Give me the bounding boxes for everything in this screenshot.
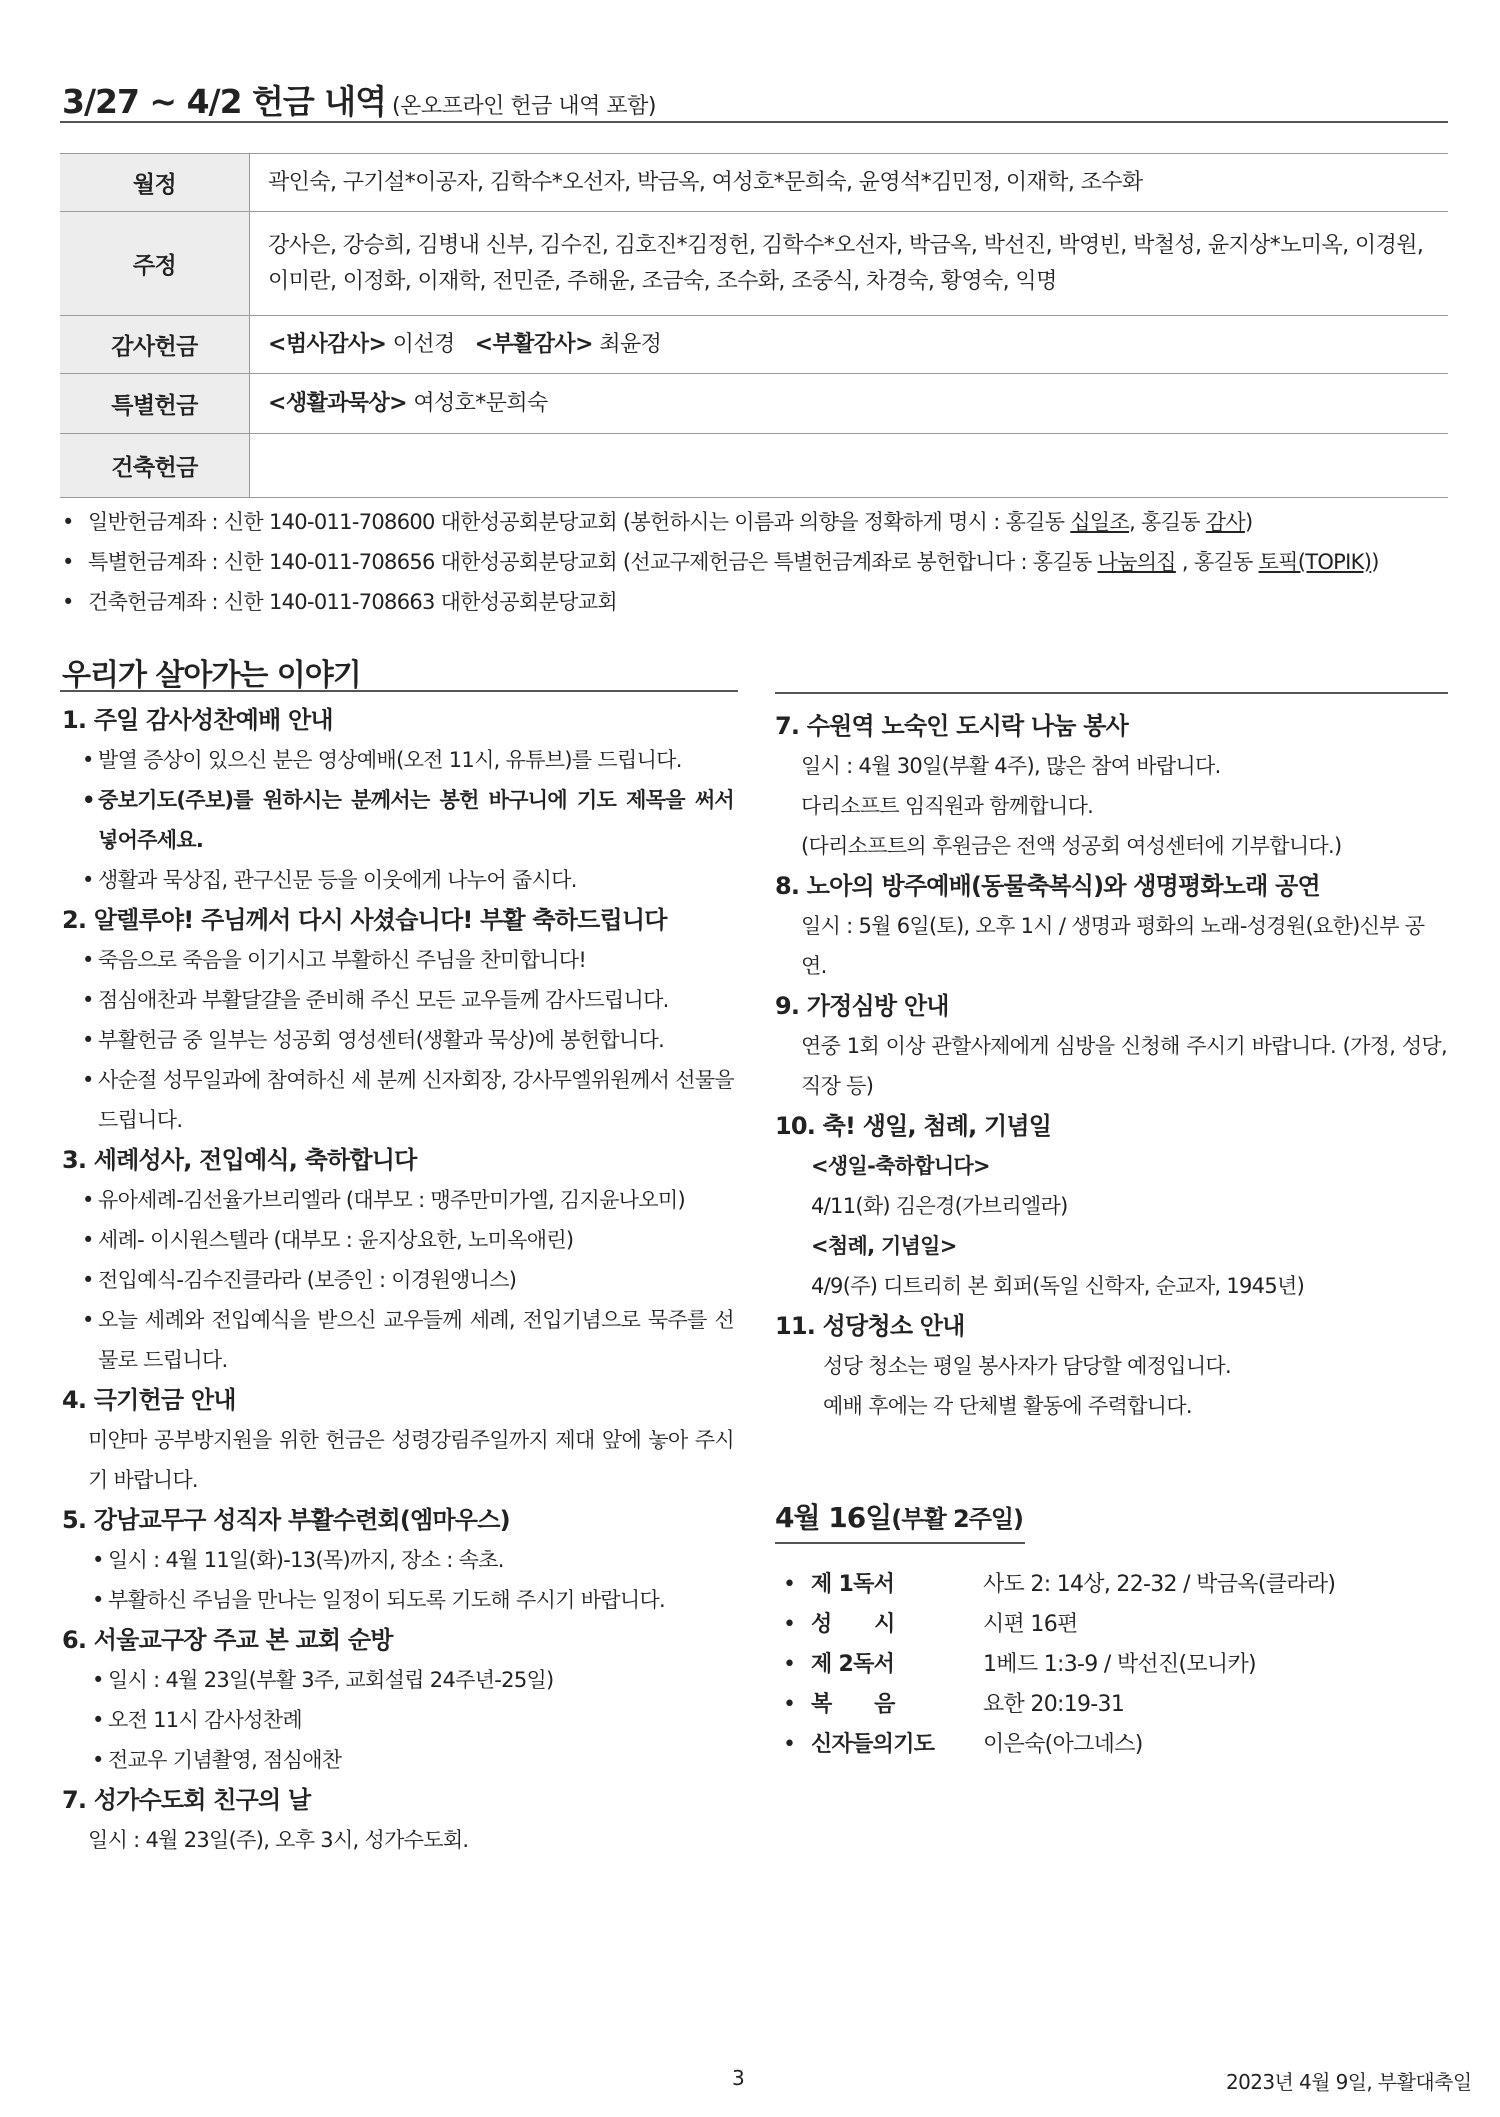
offering-tag: <부활감사> <box>474 331 593 357</box>
offering-label: 주정 <box>60 212 250 316</box>
liturgy-divider <box>775 1542 1025 1544</box>
list-item: • 생활과 묵상집, 관구신문 등을 이웃에게 나누어 줍시다. <box>62 860 734 900</box>
paragraph: 성당 청소는 평일 봉사자가 담당할 예정입니다. <box>823 1354 1231 1378</box>
list-item: • 세례- 이시원스텔라 (대부모 : 윤지상요한, 노미옥애린) <box>62 1220 734 1260</box>
paragraph: 연중 1회 이상 관할사제에게 심방을 신청해 주시기 바랍니다. (가정, 성당, 직장 등) <box>801 1034 1447 1098</box>
account-item: • 건축헌금계좌 : 신한 140-011-708663 대한성공회분당교회 <box>60 582 1460 622</box>
liturgy-list <box>775 1565 1445 1765</box>
section-title: 5. 강남교무구 성직자 부활수련회(엠마우스) <box>62 1506 510 1534</box>
liturgy-row: • 신자들의기도 이은숙(아그네스) <box>783 1732 1143 1757</box>
offering-label: 월정 <box>60 154 250 212</box>
right-column <box>775 706 1447 1426</box>
offering-row-monthly <box>60 154 1448 212</box>
paragraph: 4/11(화) 김은경(가브리엘라) <box>811 1194 1068 1218</box>
title-divider <box>60 121 1448 123</box>
paragraph: 미얀마 공부방지원을 위한 헌금은 성령강림주일까지 제대 앞에 놓아 주시기 바랍니다. <box>88 1428 734 1492</box>
offering-row-special <box>60 374 1448 434</box>
offering-name: 최윤정 <box>592 331 662 357</box>
offering-tag: <생활과묵상> <box>268 390 407 416</box>
list-item: • 부활헌금 중 일부는 성공회 영성센터(생활과 묵상)에 봉헌합니다. <box>62 1020 734 1060</box>
subheading: <첨례, 기념일> <box>811 1234 957 1258</box>
offering-value: 곽인숙, 구기설*이공자, 김학수*오선자, 박금옥, 여성호*문희숙, 윤영석*김민정, 이재학, 조수화 <box>250 154 1449 212</box>
section-title: 2. 알렐루야! 주님께서 다시 사셨습니다! 부활 축하드립니다 <box>62 906 667 934</box>
list-item: • 일시 : 4월 11일(화)-13(목)까지, 장소 : 속초. <box>62 1540 734 1580</box>
offering-subtitle: (온오프라인 헌금 내역 포함) <box>392 94 656 119</box>
list-item: • 점심애찬과 부활달걀을 준비해 주신 모든 교우들께 감사드립니다. <box>62 980 734 1020</box>
left-column <box>62 700 734 1860</box>
liturgy-row: • 제 1독서 사도 2: 14상, 22-32 / 박금옥(클라라) <box>783 1572 1336 1597</box>
list-item: • 오늘 세례와 전입예식을 받으신 교우들께 세례, 전입기념으로 묵주를 선물로 드립니다. <box>62 1300 734 1380</box>
paragraph: (다리소프트의 후원금은 전액 성공회 여성센터에 기부합니다.) <box>801 834 1342 858</box>
offering-row-weekly <box>60 212 1448 316</box>
page-title <box>62 76 656 123</box>
offering-value: 강사은, 강승희, 김병내 신부, 김수진, 김호진*김정헌, 김학수*오선자, 박금옥, 박선진, 박영빈, 박철성, 윤지상*노미옥, 이경원, 이미란, 이정화, 이재학, 전민준, 주해윤, 조금숙, 조수화, 조중식, 차경숙, 황영숙, 익명 <box>250 212 1449 316</box>
stories-title: 우리가 살아가는 이야기 <box>62 658 361 693</box>
list-item: • 일시 : 4월 23일(부활 3주, 교회설립 24주년-25일) <box>62 1660 734 1700</box>
list-item: • 전교우 기념촬영, 점심애찬 <box>62 1740 734 1780</box>
offering-title: 3/27 ~ 4/2 헌금 내역 <box>62 82 387 121</box>
liturgy-row: • 복 음 요한 20:19-31 <box>783 1692 1125 1717</box>
stories-divider <box>60 690 738 692</box>
list-item: • 죽음으로 죽음을 이기시고 부활하신 주님을 찬미합니다! <box>62 940 734 980</box>
section-title: 7. 성가수도회 친구의 날 <box>62 1786 311 1814</box>
liturgy-row: • 성 시 시편 16편 <box>783 1612 1078 1637</box>
list-item: • 사순절 성무일과에 참여하신 세 분께 신자회장, 강사무엘위원께서 선물을 드립니다. <box>62 1060 734 1140</box>
section-title: 4. 극기헌금 안내 <box>62 1386 236 1414</box>
page-number: 3 <box>732 2066 745 2090</box>
offering-tag: <범사감사> <box>268 331 387 357</box>
section-title: 6. 서울교구장 주교 본 교회 순방 <box>62 1626 393 1654</box>
paragraph: 다리소프트 임직원과 함께합니다. <box>801 794 1094 818</box>
liturgy-subtitle: (부활 2주일) <box>891 1505 1024 1533</box>
paragraph: 일시 : 4월 23일(주), 오후 3시, 성가수도회. <box>88 1828 469 1852</box>
list-item: • 발열 증상이 있으신 분은 영상예배(오전 11시, 유튜브)를 드립니다. <box>62 740 734 780</box>
stories-divider-right <box>775 692 1448 694</box>
subheading: <생일-축하합니다> <box>811 1154 990 1178</box>
paragraph: 예배 후에는 각 단체별 활동에 주력합니다. <box>823 1394 1192 1418</box>
paragraph: 일시 : 5월 6일(토), 오후 1시 / 생명과 평화의 노래-성경원(요한)신부 공연. <box>801 914 1425 978</box>
footer-date: 2023년 4월 9일, 부활대축일 <box>1226 2070 1472 2094</box>
paragraph: 일시 : 4월 30일(부활 4주), 많은 참여 바랍니다. <box>801 754 1221 778</box>
liturgy-date: 4월 16일 <box>775 1501 892 1534</box>
account-item: • 특별헌금계좌 : 신한 140-011-708656 대한성공회분당교회 (선교구제헌금은 특별헌금계좌로 봉헌합니다 : 홍길동 나눔의집 , 홍길동 토픽(TOPIK)) <box>60 542 1460 582</box>
section-title: 1. 주일 감사성찬예배 안내 <box>62 706 333 734</box>
section-title: 11. 성당청소 안내 <box>775 1312 965 1340</box>
list-item: • 유아세례-김선율가브리엘라 (대부모 : 맹주만미가엘, 김지윤나오미) <box>62 1180 734 1220</box>
offering-label: 특별헌금 <box>60 374 250 434</box>
list-item: • 오전 11시 감사성찬례 <box>62 1700 734 1740</box>
offering-name: 여성호*문희숙 <box>406 390 548 416</box>
section-title: 9. 가정심방 안내 <box>775 992 949 1020</box>
offering-value <box>250 374 1449 434</box>
account-list <box>60 502 1460 622</box>
offering-row-thanks <box>60 316 1448 374</box>
liturgy-title <box>775 1496 1023 1536</box>
offering-label: 건축헌금 <box>60 434 250 498</box>
section-title: 3. 세례성사, 전입예식, 축하합니다 <box>62 1146 417 1174</box>
paragraph: 4/9(주) 디트리히 본 회퍼(독일 신학자, 순교자, 1945년) <box>811 1274 1305 1298</box>
list-item: • 전입예식-김수진클라라 (보증인 : 이경원앵니스) <box>62 1260 734 1300</box>
liturgy-row: • 제 2독서 1베드 1:3-9 / 박선진(모니카) <box>783 1652 1256 1677</box>
account-item: • 일반헌금계좌 : 신한 140-011-708600 대한성공회분당교회 (봉헌하시는 이름과 의향을 정확하게 명시 : 홍길동 십일조, 홍길동 감사) <box>60 502 1460 542</box>
section-title: 10. 축! 생일, 첨례, 기념일 <box>775 1112 1052 1140</box>
section-title: 8. 노아의 방주예배(동물축복식)와 생명평화노래 공연 <box>775 872 1320 900</box>
offering-name: 이선경 <box>386 331 455 357</box>
offering-table <box>60 153 1448 498</box>
section-title: 7. 수원역 노숙인 도시락 나눔 봉사 <box>775 712 1128 740</box>
list-item: • 중보기도(주보)를 원하시는 분께서는 봉헌 바구니에 기도 제목을 써서 넣어주세요. <box>62 780 734 860</box>
list-item: • 부활하신 주님을 만나는 일정이 되도록 기도해 주시기 바랍니다. <box>62 1580 734 1620</box>
offering-value <box>250 316 1449 374</box>
offering-row-building <box>60 434 1448 498</box>
offering-label: 감사헌금 <box>60 316 250 374</box>
offering-value <box>250 434 1449 498</box>
